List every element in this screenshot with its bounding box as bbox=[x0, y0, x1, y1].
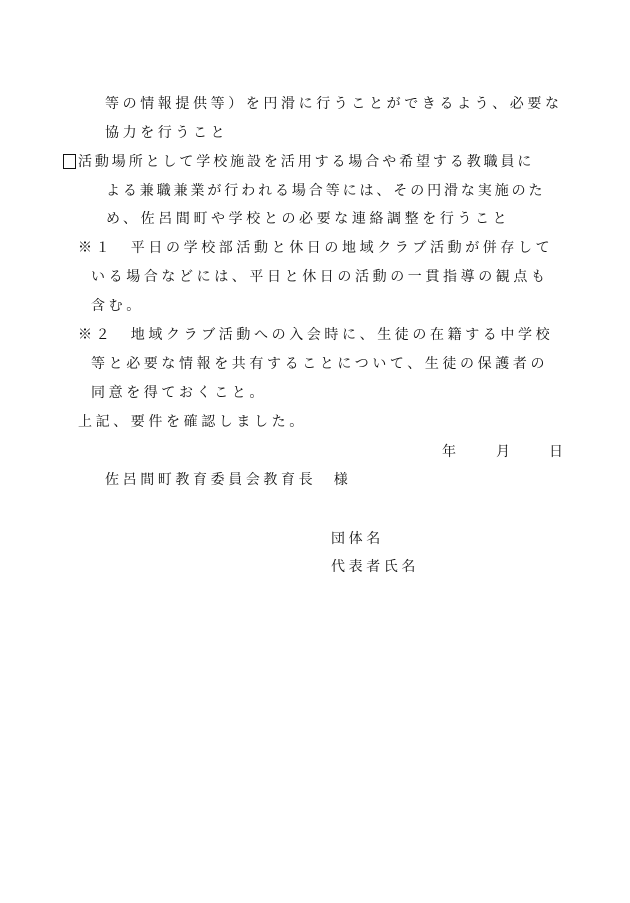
note-2-line-3: 同意を得ておくこと。 bbox=[91, 385, 267, 401]
note-2-line-1: ※２ 地域クラブ活動への入会時に、生徒の在籍する中学校 bbox=[78, 327, 554, 343]
body-line-1: 等の情報提供等）を円滑に行うことができるよう、必要な bbox=[105, 96, 563, 112]
representative-name-label: 代表者氏名 bbox=[331, 559, 419, 575]
addressee: 佐呂間町教育委員会教育長 様 bbox=[105, 472, 352, 488]
confirmation-statement: 上記、要件を確認しました。 bbox=[78, 414, 307, 430]
date-month-label: 月 bbox=[496, 444, 510, 460]
body-line-2: 協力を行うこと bbox=[105, 125, 229, 141]
note-1-line-1: ※１ 平日の学校部活動と休日の地域クラブ活動が併存して bbox=[78, 240, 554, 256]
body-line-3: 活動場所として学校施設を活用する場合や希望する教職員に bbox=[78, 154, 535, 170]
body-line-5: め、佐呂間町や学校との必要な連絡調整を行うこと bbox=[106, 211, 511, 227]
requirement-checkbox[interactable] bbox=[63, 154, 76, 169]
note-1-line-3: 含む。 bbox=[91, 298, 144, 314]
organization-name-label: 団体名 bbox=[331, 531, 384, 547]
note-1-line-2: いる場合などには、平日と休日の活動の一貫指導の観点も bbox=[91, 269, 549, 285]
body-line-4: よる兼職兼業が行われる場合等には、その円滑な実施のた bbox=[106, 183, 546, 199]
date-day-label: 日 bbox=[549, 444, 563, 460]
note-2-line-2: 等と必要な情報を共有することについて、生徒の保護者の bbox=[91, 356, 549, 372]
date-year-label: 年 bbox=[442, 444, 456, 460]
